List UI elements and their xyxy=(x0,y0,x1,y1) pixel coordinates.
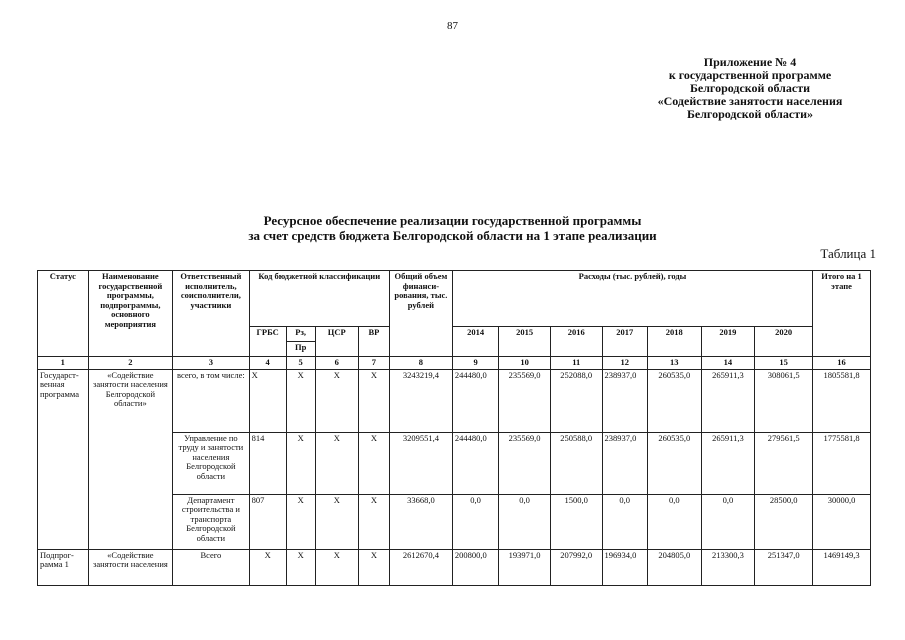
page-number: 87 xyxy=(447,20,458,32)
cell-2016: 252088,0 xyxy=(550,369,602,432)
col-number: 10 xyxy=(499,357,551,370)
cell-rz: X xyxy=(286,369,315,432)
col-number: 2 xyxy=(88,357,173,370)
cell-2019: 0,0 xyxy=(701,494,755,549)
header-total-volume: Общий объем финанси-рования, тыс. рублей xyxy=(389,271,452,357)
header-executor: Ответственный исполнитель, соисполнители, участники xyxy=(173,271,249,357)
cell-vr: X xyxy=(358,494,389,549)
header-year-2018: 2018 xyxy=(647,327,701,357)
header-total-stage: Итого на 1 этапе xyxy=(813,271,871,357)
cell-2015: 0,0 xyxy=(499,494,551,549)
cell-vr: X xyxy=(358,369,389,432)
cell-2018: 204805,0 xyxy=(647,549,701,585)
cell-csr: X xyxy=(315,432,358,494)
appendix-line: «Содействие занятости населения xyxy=(657,94,843,108)
resource-table xyxy=(37,270,871,586)
cell-2014: 244480,0 xyxy=(452,432,498,494)
header-code-group: Код бюджетной классификации xyxy=(249,271,389,327)
table-label: Таблица 1 xyxy=(820,246,876,261)
cell-2017: 238937,0 xyxy=(602,432,647,494)
document-title xyxy=(0,213,905,243)
col-number: 3 xyxy=(173,357,249,370)
cell-2016: 207992,0 xyxy=(550,549,602,585)
cell-vr: X xyxy=(358,549,389,585)
col-number: 11 xyxy=(550,357,602,370)
cell-2016: 250588,0 xyxy=(550,432,602,494)
header-status: Статус xyxy=(38,271,89,357)
cell-stage-total: 30000,0 xyxy=(813,494,871,549)
cell-rz: X xyxy=(286,549,315,585)
header-expenses-group: Расходы (тыс. рублей), годы xyxy=(452,271,812,327)
cell-total: 33668,0 xyxy=(389,494,452,549)
cell-csr: X xyxy=(315,549,358,585)
appendix-line: Белгородской области» xyxy=(686,107,814,121)
cell-2015: 193971,0 xyxy=(499,549,551,585)
appendix-line: к государственной программе xyxy=(668,68,832,82)
cell-2020: 28500,0 xyxy=(755,494,813,549)
title-line-1: Ресурсное обеспечение реализации государственной программы xyxy=(263,213,642,228)
cell-vr: X xyxy=(358,432,389,494)
cell-2017: 196934,0 xyxy=(602,549,647,585)
table-row xyxy=(38,549,871,585)
cell-2018: 0,0 xyxy=(647,494,701,549)
col-number: 14 xyxy=(701,357,755,370)
col-number: 5 xyxy=(286,357,315,370)
cell-grbs: X xyxy=(249,369,286,432)
col-number: 1 xyxy=(38,357,89,370)
header-year-2017: 2017 xyxy=(602,327,647,357)
header-vr: ВР xyxy=(358,327,389,357)
col-number: 12 xyxy=(602,357,647,370)
header-year-2016: 2016 xyxy=(550,327,602,357)
cell-2016: 1500,0 xyxy=(550,494,602,549)
cell-2019: 213300,3 xyxy=(701,549,755,585)
cell-2014: 244480,0 xyxy=(452,369,498,432)
cell-csr: X xyxy=(315,494,358,549)
cell-total: 3243219,4 xyxy=(389,369,452,432)
cell-2018: 260535,0 xyxy=(647,432,701,494)
cell-2019: 265911,3 xyxy=(701,369,755,432)
cell-grbs: 807 xyxy=(249,494,286,549)
row-executor: Всего xyxy=(173,549,249,585)
cell-2017: 238937,0 xyxy=(602,369,647,432)
row-name: «Содействие занятости населения Белгородской области» xyxy=(88,369,173,549)
col-number: 4 xyxy=(249,357,286,370)
header-grbs: ГРБС xyxy=(249,327,286,357)
row-executor: Управление по труду и занятости населения Белгородской области xyxy=(173,432,249,494)
cell-stage-total: 1469149,3 xyxy=(813,549,871,585)
col-number: 13 xyxy=(647,357,701,370)
col-number: 15 xyxy=(755,357,813,370)
title-line-2: за счет средств бюджета Белгородской области на 1 этапе реализации xyxy=(248,228,657,243)
cell-total: 3209551,4 xyxy=(389,432,452,494)
cell-2014: 200800,0 xyxy=(452,549,498,585)
header-pr: Пр xyxy=(286,342,315,357)
row-status: Государст-венная программа xyxy=(38,369,89,549)
appendix-line: Приложение № 4 xyxy=(703,55,797,69)
row-name: «Содействие занятости населения xyxy=(88,549,173,585)
col-number: 7 xyxy=(358,357,389,370)
table-row xyxy=(38,369,871,432)
header-year-2020: 2020 xyxy=(755,327,813,357)
cell-total: 2612670,4 xyxy=(389,549,452,585)
cell-2020: 279561,5 xyxy=(755,432,813,494)
cell-2017: 0,0 xyxy=(602,494,647,549)
header-year-2015: 2015 xyxy=(499,327,551,357)
cell-grbs: X xyxy=(249,549,286,585)
col-number: 16 xyxy=(813,357,871,370)
cell-2020: 308061,5 xyxy=(755,369,813,432)
header-name: Наименование государственной программы, подпрограммы, основного мероприятия xyxy=(88,271,173,357)
header-year-2019: 2019 xyxy=(701,327,755,357)
cell-2014: 0,0 xyxy=(452,494,498,549)
cell-2019: 265911,3 xyxy=(701,432,755,494)
cell-2018: 260535,0 xyxy=(647,369,701,432)
header-year-2014: 2014 xyxy=(452,327,498,357)
cell-rz: X xyxy=(286,494,315,549)
cell-2015: 235569,0 xyxy=(499,369,551,432)
row-status: Подпрог-рамма 1 xyxy=(38,549,89,585)
header-csr: ЦСР xyxy=(315,327,358,357)
row-executor: Департамент строительства и транспорта Белгородской области xyxy=(173,494,249,549)
col-number: 8 xyxy=(389,357,452,370)
cell-stage-total: 1775581,8 xyxy=(813,432,871,494)
cell-stage-total: 1805581,8 xyxy=(813,369,871,432)
col-number: 9 xyxy=(452,357,498,370)
cell-grbs: 814 xyxy=(249,432,286,494)
row-executor: всего, в том числе: xyxy=(173,369,249,432)
header-rz: Рз, xyxy=(286,327,315,342)
cell-2020: 251347,0 xyxy=(755,549,813,585)
cell-2015: 235569,0 xyxy=(499,432,551,494)
column-number-row xyxy=(38,357,871,370)
appendix-block xyxy=(600,56,900,121)
cell-rz: X xyxy=(286,432,315,494)
col-number: 6 xyxy=(315,357,358,370)
cell-csr: X xyxy=(315,369,358,432)
header-row-1 xyxy=(38,271,871,327)
appendix-line: Белгородской области xyxy=(689,81,811,95)
